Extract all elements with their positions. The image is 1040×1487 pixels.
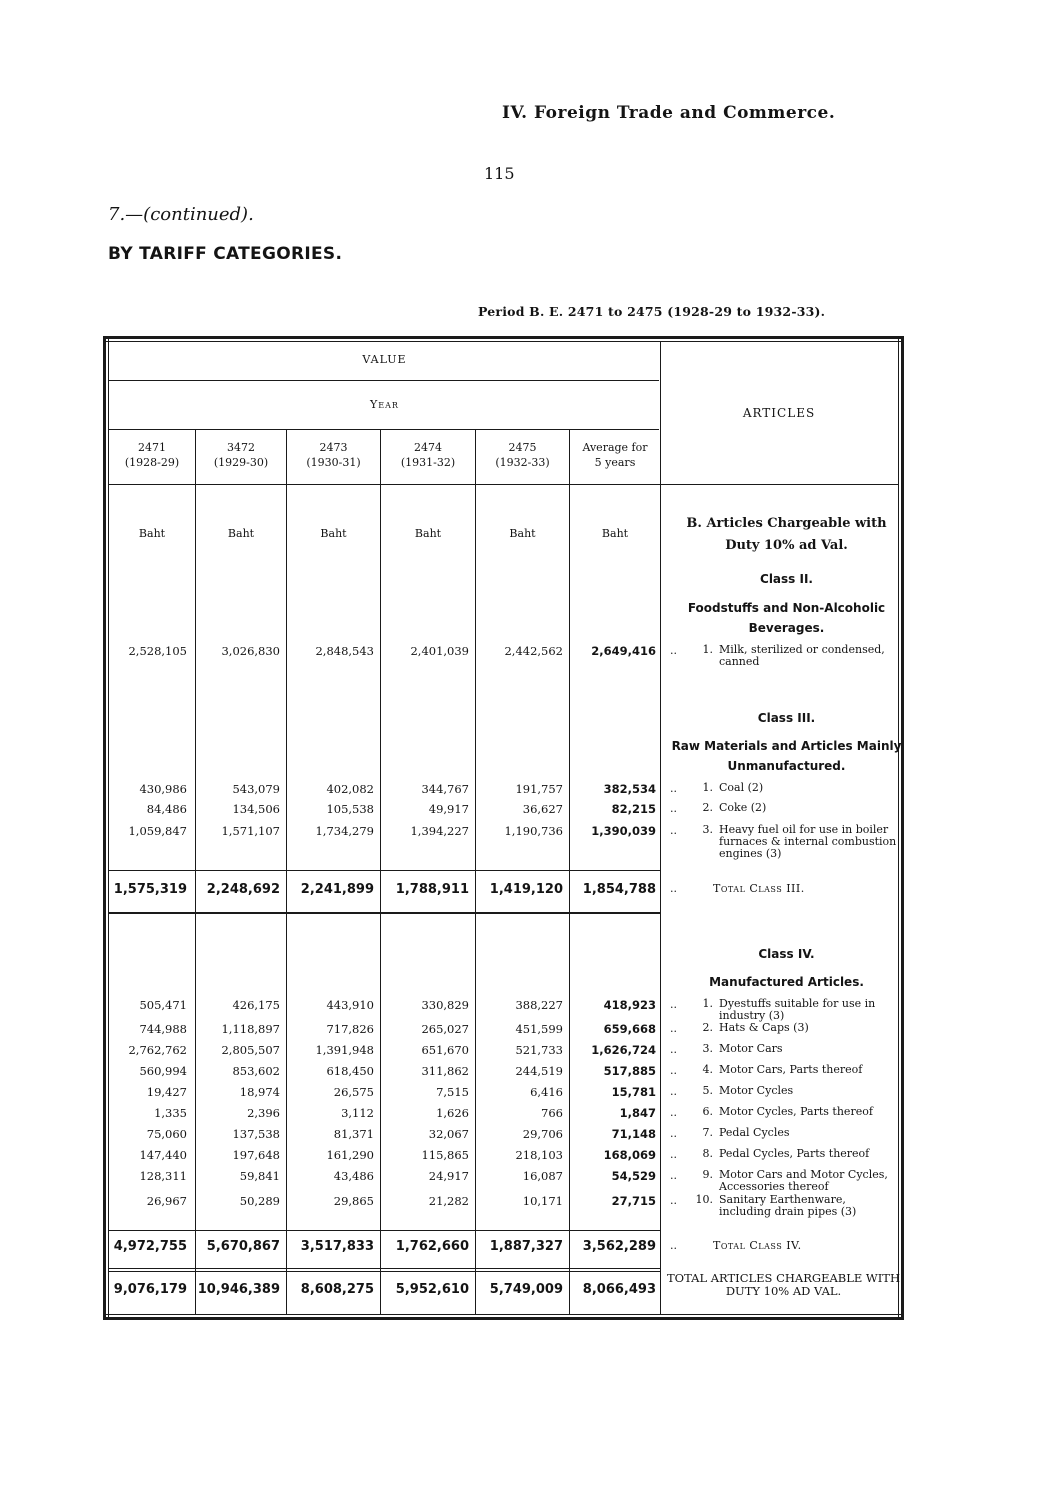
table-row: 147,440 197,648 161,290 115,865 218,103 168,069 .. 8. Pedal Cycles, Parts thereof <box>139 1147 870 1162</box>
total-row-class-iii: 1,575,319 2,248,692 2,241,899 1,788,911 1,419,120 1,854,788 .. Total Class III. <box>113 882 805 897</box>
table-row: 128,311 59,841 43,486 24,917 16,087 54,529 .. 9. Motor Cars and Motor Cycles, Accessories thereof <box>139 1168 888 1193</box>
table-row: 1,335 2,396 3,112 1,626 766 1,847 .. 6. Motor Cycles, Parts thereof <box>154 1105 873 1120</box>
col-header-2474: 2474 (1931-32) <box>400 441 456 469</box>
unit-label: Baht <box>414 527 442 540</box>
unit-label: Baht <box>138 527 166 540</box>
chapter-heading: IV. Foreign Trade and Commerce. <box>502 103 836 123</box>
unit-label: Baht <box>509 527 536 540</box>
section-b-heading: B. Articles Chargeable with Duty 10% ad Val. <box>686 516 887 553</box>
table-row: 505,471 426,175 443,910 330,829 388,227 418,923 .. 1. Dyestuffs suitable for use in industry (3) <box>139 997 876 1022</box>
class-iii-title: Class III. <box>757 711 816 725</box>
page-number: 115 <box>484 164 515 183</box>
articles-header: ARTICLES <box>742 406 816 420</box>
table-row: 75,060 137,538 81,371 32,067 29,706 71,148 .. 7. Pedal Cycles <box>146 1126 790 1141</box>
value-header: VALUE <box>362 353 407 366</box>
col-header-2471: 2471 (1928-29) <box>124 441 180 469</box>
table-continued-label: 7.—(continued). <box>108 204 254 225</box>
unit-label: Baht <box>320 527 347 540</box>
table-row: 744,988 1,118,897 717,826 265,027 451,599 659,668 .. 2. Hats & Caps (3) <box>139 1021 809 1036</box>
total-row-class-iv: 4,972,755 5,670,867 3,517,833 1,762,660 1,887,327 3,562,289 .. Total Class IV. <box>113 1239 802 1254</box>
table-row: 84,486 134,506 105,538 49,917 36,627 82,215 .. 2. Coke (2) <box>146 801 767 816</box>
unit-label: Baht <box>227 527 255 540</box>
class-ii-title: Class II. <box>760 572 813 586</box>
grand-total-row: 9,076,179 10,946,389 8,608,275 5,952,610 5,749,009 8,066,493 <box>113 1282 656 1297</box>
table-row: 1,059,847 1,571,107 1,734,279 1,394,227 1,190,736 1,390,039 .. 3. Heavy fuel oil for use in boiler furnaces & internal combustion engines (3) <box>128 823 897 860</box>
tariff-table <box>103 336 904 1320</box>
class-iv-subtitle: Manufactured Articles. <box>709 975 864 989</box>
class-iv-title: Class IV. <box>758 947 815 961</box>
table-row: 2,762,762 2,805,507 1,391,948 651,670 521,733 1,626,724 .. 3. Motor Cars <box>128 1042 783 1057</box>
grand-total-label: TOTAL ARTICLES CHARGEABLE WITH DUTY 10% AD VAL. <box>667 1271 900 1298</box>
category-heading: BY TARIFF CATEGORIES. <box>108 244 343 264</box>
col-header-2473: 2473 (1930-31) <box>306 441 361 469</box>
year-header: Year <box>370 398 399 411</box>
table-row: 19,427 18,974 26,575 7,515 6,416 15,781 .. 5. Motor Cycles <box>146 1084 794 1099</box>
table-row: 430,986 543,079 402,082 344,767 191,757 382,534 .. 1. Coal (2) <box>139 781 764 796</box>
table-row: 560,994 853,602 618,450 311,862 244,519 517,885 .. 4. Motor Cars, Parts thereof <box>139 1063 863 1078</box>
table-row: 26,967 50,289 29,865 21,282 10,171 27,715 .. 10. Sanitary Earthenware, including drain pipes (3) <box>146 1193 857 1218</box>
period-label: Period B. E. 2471 to 2475 (1928-29 to 1932-33). <box>478 304 826 319</box>
class-ii-subtitle: Foodstuffs and Non-Alcoholic Beverages. <box>687 601 886 635</box>
unit-label: Baht <box>601 527 629 540</box>
col-header-3472: 3472 (1929-30) <box>213 441 269 469</box>
col-header-2475: 2475 (1932-33) <box>495 441 550 469</box>
col-header-average: Average for 5 years <box>582 441 648 469</box>
table-row: 2,528,105 3,026,830 2,848,543 2,401,039 2,442,562 2,649,416 .. 1. Milk, sterilized or condensed, canned <box>128 643 885 668</box>
class-iii-subtitle: Raw Materials and Articles Mainly Unmanufactured. <box>671 739 902 773</box>
